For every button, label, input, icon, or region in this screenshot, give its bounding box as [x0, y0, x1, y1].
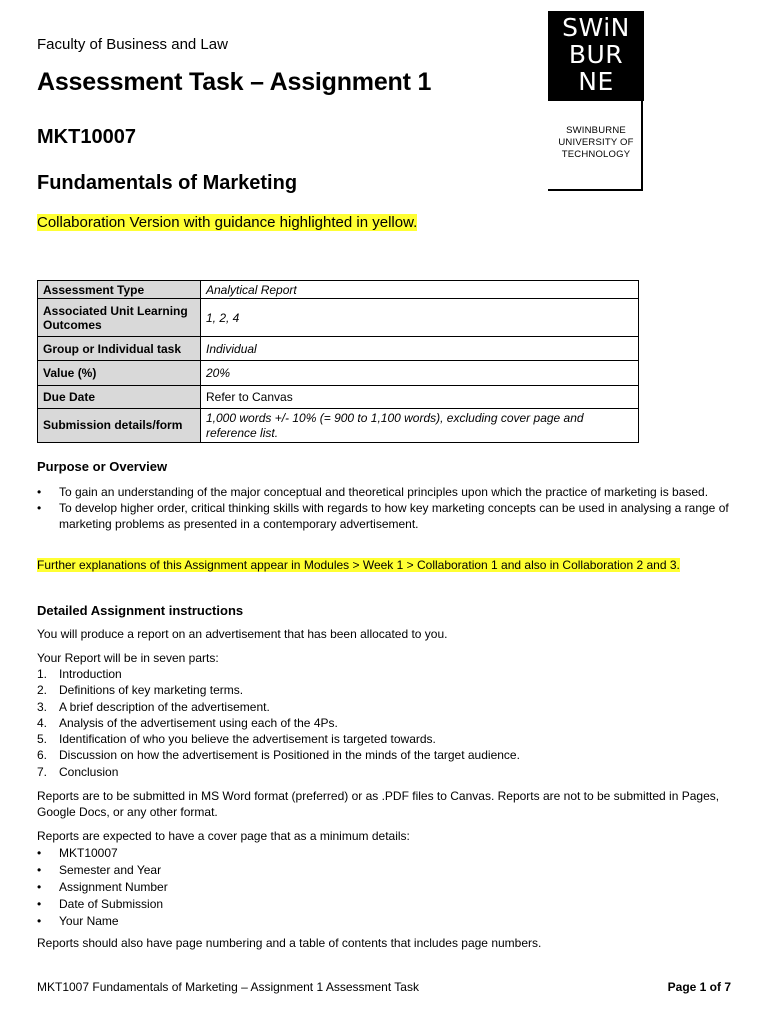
logo-mark — [548, 11, 644, 101]
list-number: 5. — [37, 732, 48, 747]
list-item: • Assignment Number — [37, 879, 168, 896]
logo-line: SWiN — [562, 13, 630, 42]
unit-code: MKT10007 — [37, 126, 136, 148]
table-key: Submission details/form — [38, 409, 201, 443]
list-item — [37, 682, 520, 698]
list-item — [37, 764, 520, 780]
table-row — [38, 361, 639, 386]
list-item — [37, 715, 520, 731]
paging-note: Reports should also have page numbering and a table of contents that includes page numbers. — [37, 936, 542, 950]
faculty-label: Faculty of Business and Law — [37, 36, 228, 53]
table-row — [38, 386, 639, 409]
instructions-intro: You will produce a report on an advertisement that has been allocated to you. — [37, 627, 448, 641]
list-item: • MKT10007 — [37, 845, 168, 862]
table-value: Refer to Canvas — [201, 386, 639, 409]
list-item: • To develop higher order, critical thinking skills with regards to how key marketing concepts can be used in analysing a range of marketing problems as presented in a contemporary advertisement. — [37, 500, 737, 532]
further-explanations-note — [37, 557, 737, 573]
table-value: 20% — [201, 361, 639, 386]
table-key: Associated Unit Learning Outcomes — [38, 299, 201, 337]
page-number: Page 1 of 7 — [667, 980, 731, 994]
format-note: Reports are to be submitted in MS Word format (preferred) or as .PDF files to Canvas. Reports are not to be submitted in Pages, Google Docs, or any other format. — [37, 789, 720, 819]
footer-title: MKT1007 Fundamentals of Marketing – Assignment 1 Assessment Task — [37, 980, 419, 994]
cover-intro: Reports are expected to have a cover page that as a minimum details: — [37, 829, 410, 843]
unit-name: Fundamentals of Marketing — [37, 172, 298, 194]
table-row — [38, 299, 639, 337]
table-key: Due Date — [38, 386, 201, 409]
report-parts-list — [37, 666, 520, 780]
logo-rule — [548, 189, 643, 191]
list-item — [37, 699, 520, 715]
purpose-list — [37, 484, 737, 532]
collaboration-note-text: Collaboration Version with guidance highlighted in yellow. — [37, 214, 418, 231]
table-value: Individual — [201, 337, 639, 361]
table-value: Analytical Report — [201, 281, 639, 299]
list-item — [37, 731, 520, 747]
list-text: Conclusion — [59, 764, 119, 779]
swinburne-logo — [548, 11, 644, 191]
list-text: A brief description of the advertisement. — [59, 699, 270, 714]
table-row — [38, 337, 639, 361]
list-text: Definitions of key marketing terms. — [59, 683, 244, 698]
instructions-heading: Detailed Assignment instructions — [37, 603, 244, 618]
list-item: • Date of Submission — [37, 896, 168, 913]
parts-intro: Your Report will be in seven parts: — [37, 651, 219, 665]
table-value: 1, 2, 4 — [201, 299, 639, 337]
logo-wordmark — [548, 125, 644, 161]
further-explanations-text: Further explanations of this Assignment appear in Modules > Week 1 > Collaboration 1 and also in Collaboration 2 and 3. — [37, 558, 680, 572]
logo-text-line: TECHNOLOGY — [561, 149, 631, 160]
table-key: Value (%) — [38, 361, 201, 386]
assessment-details-table — [37, 280, 639, 443]
list-item: • Your Name — [37, 913, 168, 930]
list-text: Introduction — [59, 667, 122, 681]
list-number: 2. — [37, 683, 48, 698]
table-row — [38, 409, 639, 443]
page-title: Assessment Task – Assignment 1 — [37, 68, 432, 96]
table-key: Group or Individual task — [38, 337, 201, 361]
list-item — [37, 666, 520, 682]
list-item: • To gain an understanding of the major conceptual and theoretical principles upon which the practice of marketing is based. — [37, 484, 737, 500]
cover-page-list — [37, 845, 168, 930]
list-text: Discussion on how the advertisement is Positioned in the minds of the target audience. — [59, 748, 520, 763]
list-number: 7. — [37, 764, 48, 779]
list-number: 4. — [37, 715, 48, 730]
list-item: • Semester and Year — [37, 862, 168, 879]
logo-text-line: SWINBURNE — [566, 125, 626, 136]
list-text: Identification of who you believe the advertisement is targeted towards. — [59, 732, 436, 747]
logo-text-line: UNIVERSITY OF — [558, 137, 634, 148]
logo-line: BUR — [568, 40, 624, 69]
list-item — [37, 747, 520, 763]
table-value: 1,000 words +/- 10% (= 900 to 1,100 words), excluding cover page and reference list. — [201, 409, 639, 443]
purpose-heading: Purpose or Overview — [37, 459, 168, 474]
list-number: 3. — [37, 699, 48, 714]
table-row — [38, 281, 639, 299]
list-number: 6. — [37, 748, 48, 763]
list-number: 1. — [37, 667, 48, 681]
list-text: Analysis of the advertisement using each of the 4Ps. — [59, 715, 338, 730]
table-key: Assessment Type — [38, 281, 201, 299]
logo-line: NE — [578, 67, 614, 96]
collaboration-note — [37, 214, 417, 231]
